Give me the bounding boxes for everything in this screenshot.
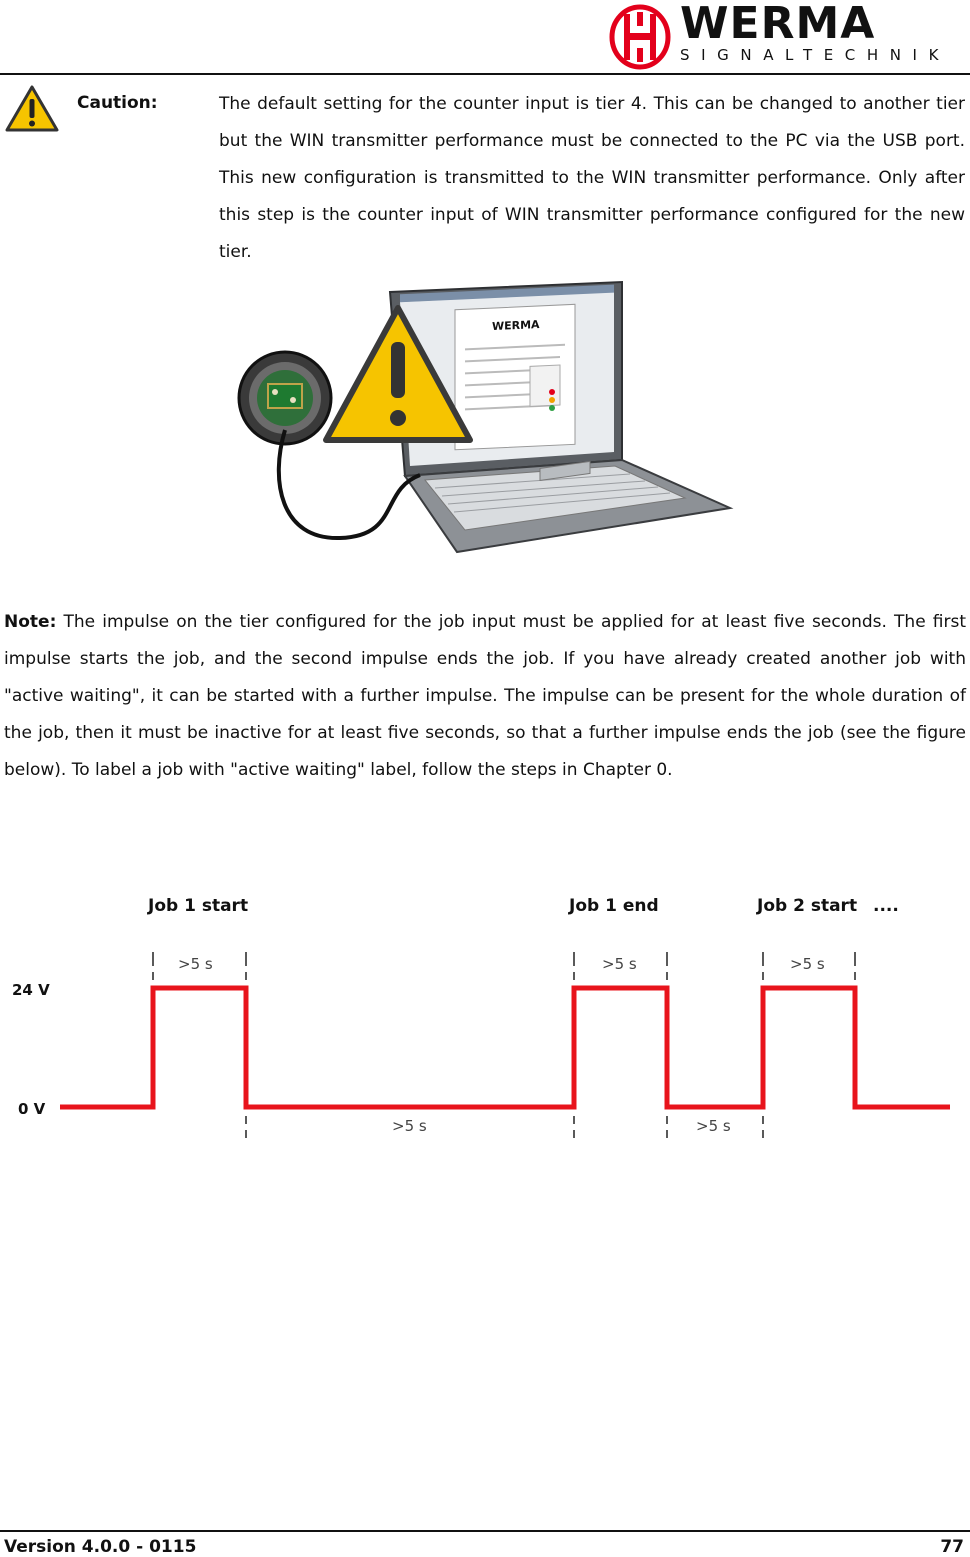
logo-subtitle: SIGNALTECHNIK: [680, 46, 951, 64]
footer-version: Version 4.0.0 - 0115: [4, 1537, 197, 1557]
duration-label-1: >5 s: [178, 955, 213, 973]
label-job-1-start: Job 1 start: [148, 896, 249, 916]
caution-text: The default setting for the counter input is tier 4. This can be changed to another tier but the WIN transmitter performance must be connected to the PC via the USB port. This new configuration is transmitted to the WIN transmitter performance. Only after this step is the counter input of WIN transmitter performance configured for the new tier.: [219, 94, 965, 262]
page-number: 77: [940, 1537, 964, 1557]
level-low-label: 0 V: [18, 1100, 46, 1118]
caution-label: Caution:: [77, 93, 158, 113]
timing-diagram: [0, 880, 970, 1160]
note-text: The impulse on the tier configured for the job input must be applied for at least five seconds. The first impulse starts the job, and the second impulse ends the job. If you have already created another job with "active waiting", it can be started with a further impulse. The impulse can be present for the whole duration of the job, then it must be inactive for at least five seconds, so that a further impulse ends the job (see the figure below). To label a job with "active waiting" label, follow the steps in Chapter 0.: [4, 612, 966, 780]
note-paragraph: [4, 604, 966, 789]
usb-cable: [279, 430, 420, 538]
signal-waveform: [60, 988, 950, 1107]
label-job-2-start: Job 2 start: [757, 896, 858, 916]
duration-label-2: >5 s: [602, 955, 637, 973]
level-high-label: 24 V: [12, 981, 50, 999]
werma-emblem-icon: [608, 4, 678, 70]
logo-wordmark: WERMA: [680, 0, 876, 49]
label-job-1-end: Job 1 end: [569, 896, 659, 916]
duration-label-5: >5 s: [696, 1117, 731, 1135]
upper-interval-ticks: [153, 952, 855, 980]
duration-label-3: >5 s: [790, 955, 825, 973]
lower-interval-ticks: [246, 1116, 763, 1138]
werma-logo: [608, 0, 964, 70]
label-ellipsis: ....: [873, 896, 899, 916]
laptop-connection-illustration: [230, 280, 740, 560]
duration-label-4: >5 s: [392, 1117, 427, 1135]
screen-logo: WERMA: [491, 317, 540, 334]
note-label: Note:: [4, 612, 57, 632]
warning-triangle-icon: [4, 84, 60, 134]
footer-divider: [0, 1530, 970, 1532]
header-divider: [0, 73, 970, 75]
